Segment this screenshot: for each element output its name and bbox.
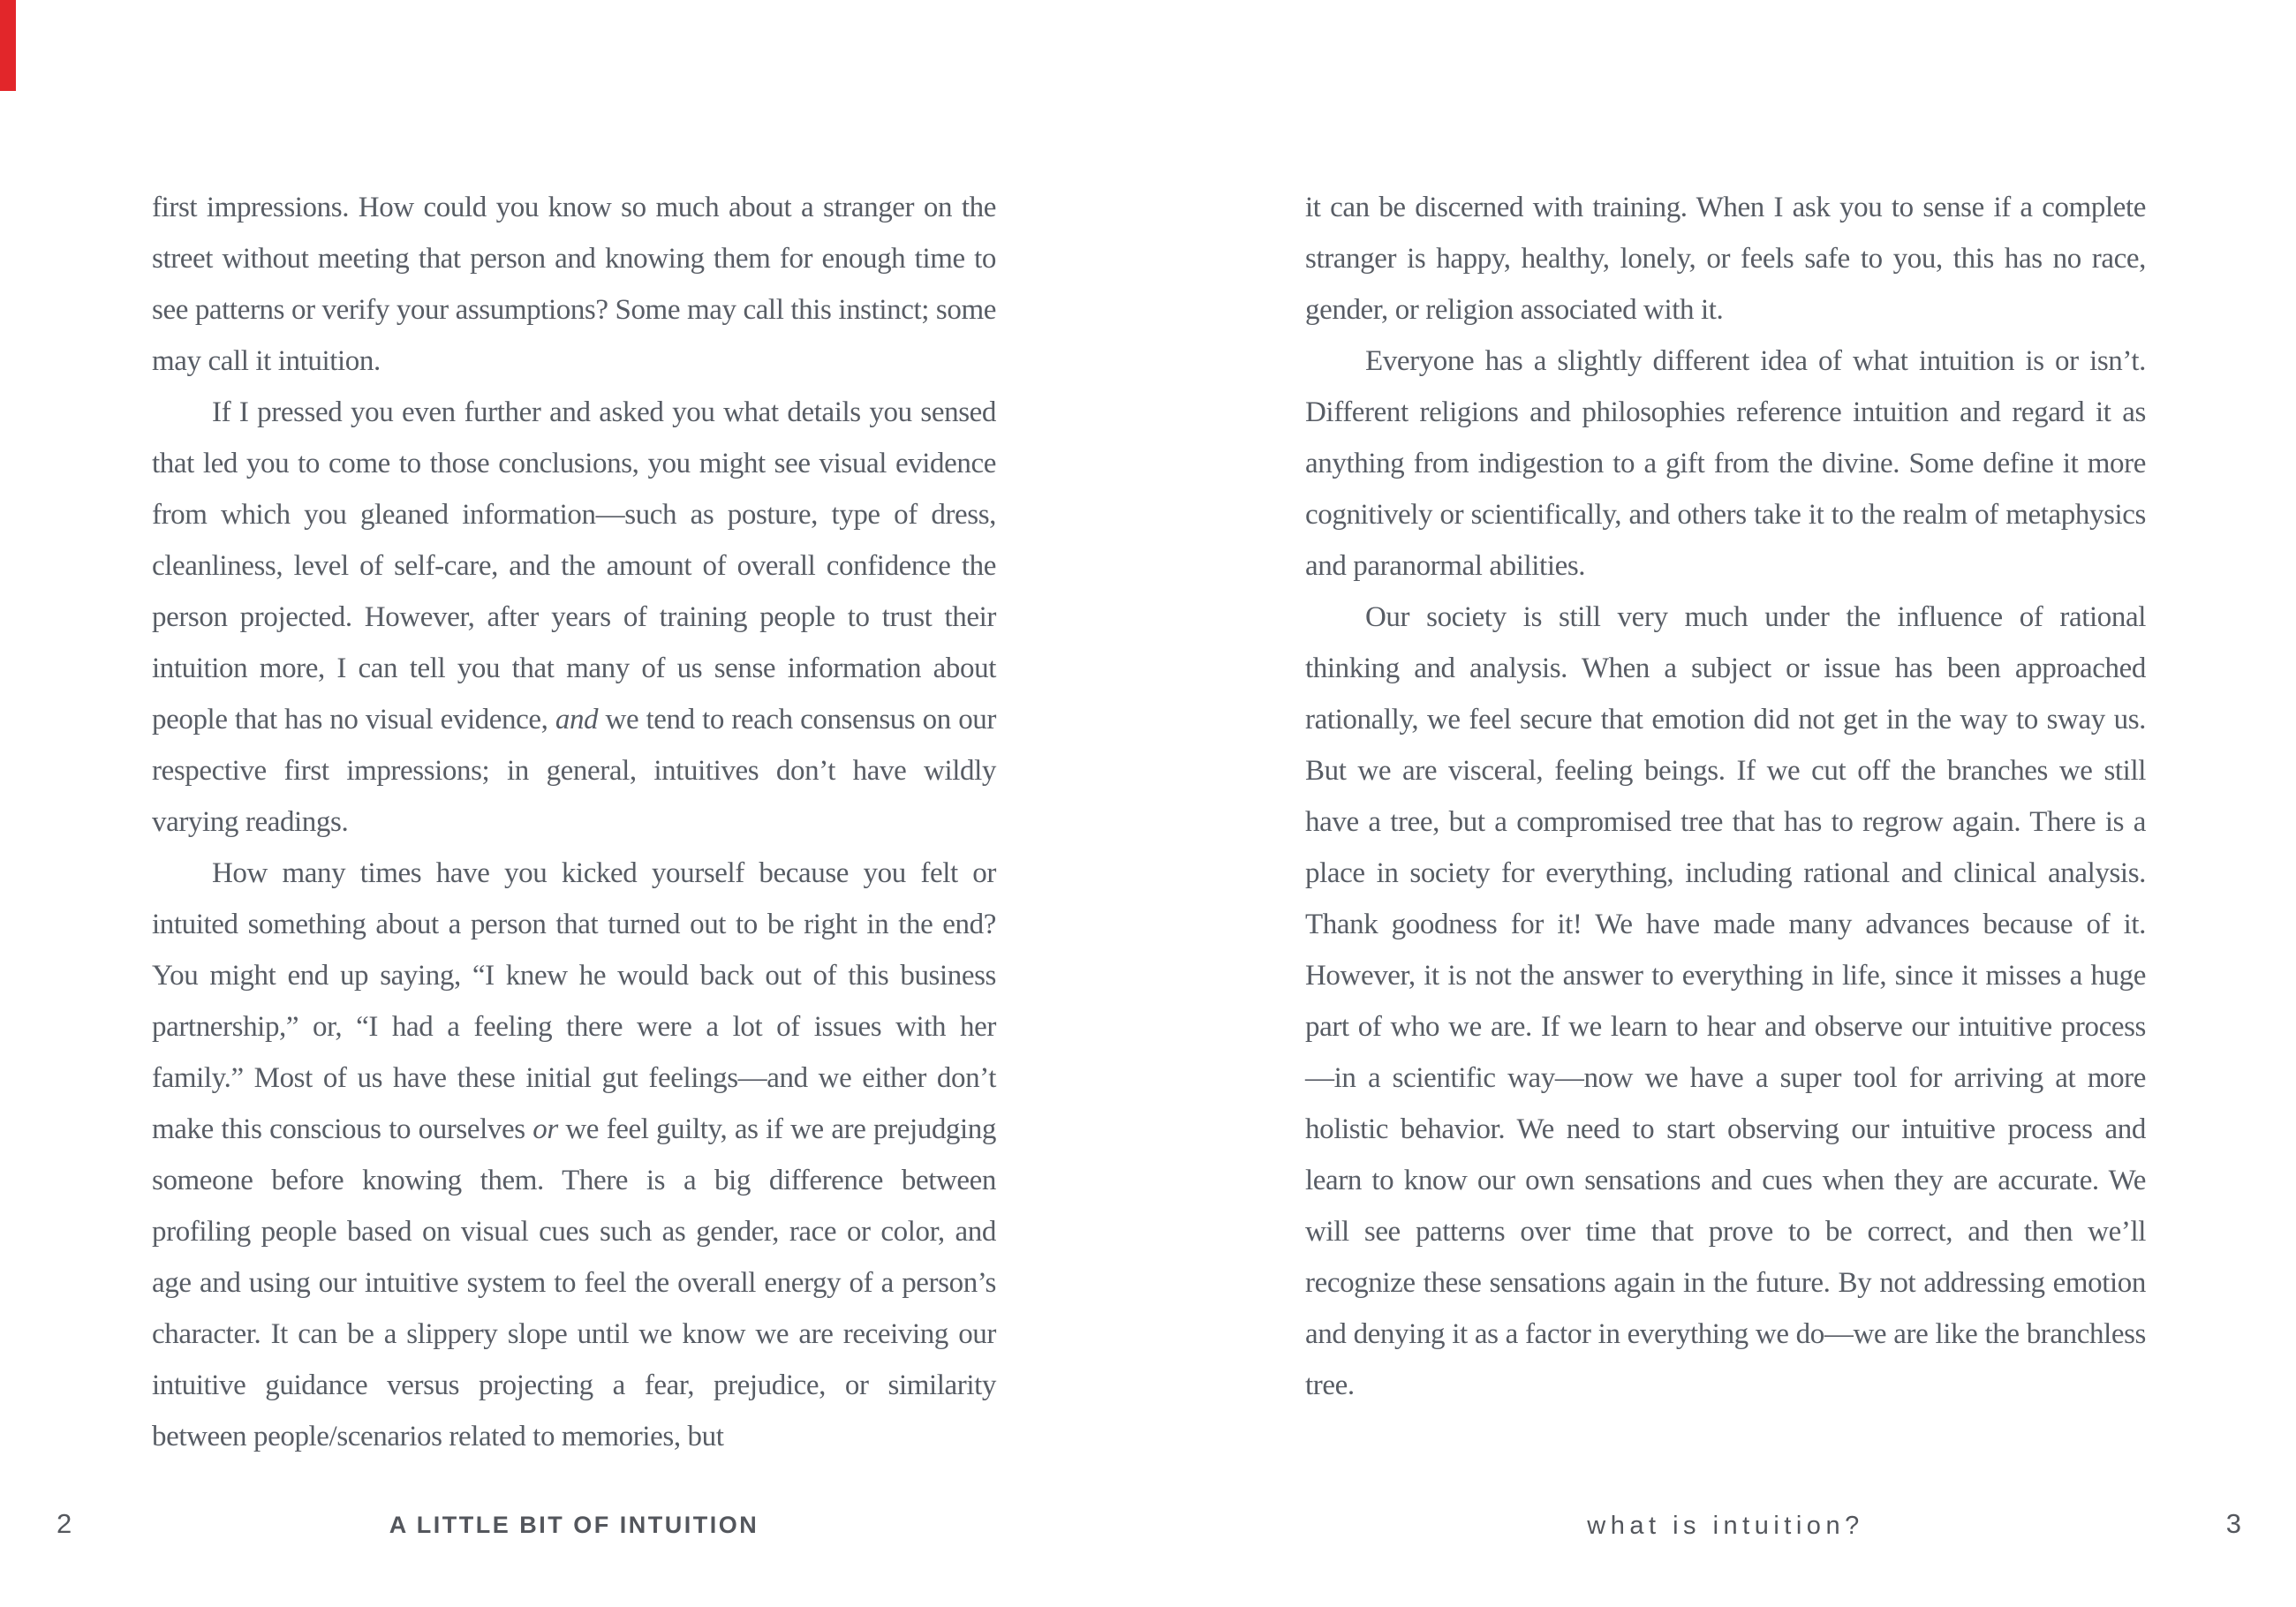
text-run: we tend to reach consensus on our respective first impressions; in general, intuitives don’t have wildly varying readings.: [152, 704, 996, 838]
left-page-body-text: [152, 182, 996, 1462]
text-run: How many times have you kicked yourself because you felt or intuited something about a person that turned out to be right in the end? You might end up saying, “I knew he would back out of this business partnership,” or, “I had a feeling there were a lot of issues with her family.” Most of us have these initial gut feelings—and we either don’t make this conscious to ourselves: [152, 857, 996, 1145]
body-paragraph: [1305, 182, 2146, 336]
right-page-number: 3: [2225, 1508, 2241, 1539]
right-page-body-text: [1305, 182, 2146, 1411]
body-paragraph: [152, 182, 996, 387]
right-running-head: what is intuition?: [1587, 1512, 1864, 1540]
italic-text: and: [555, 704, 599, 736]
body-paragraph: [152, 387, 996, 848]
text-run: we feel guilty, as if we are prejudging someone before knowing them. There is a big difference between profiling people based on visual cues such as gender, race or color, and age and using our intuitive system to feel the overall energy of a person’s character. It can be a slippery slope until we know we are receiving our intuitive guidance versus projecting a fear, prejudice, or similarity between people/scenarios related to memories, but: [152, 1113, 996, 1452]
text-run: Everyone has a slightly different idea of what intuition is or isn’t. Different religions and philosophies reference intuition and regard it as anything from indigestion to a gift from the divine. Some define it more cognitively or scientifically, and others take it to the realm of metaphysics and paranormal abilities.: [1305, 345, 2146, 582]
body-paragraph: [1305, 336, 2146, 592]
text-run: Our society is still very much under the influence of rational thinking and analysis. When a subject or issue has been approached rationally, we feel secure that emotion did not get in the way to sway us. But we are visceral, feeling beings. If we cut off the branches we still have a tree, but a compromised tree that has to regrow again. There is a place in society for everything, including rational and clinical analysis. Thank goodness for it! We have made many advances because of it. However, it is not the answer to everything in life, since it misses a huge part of who we are. If we learn to hear and observe our intuitive process—in a scientific way—now we have a super tool for arriving at more holistic behavior. We need to start observing our intuitive process and learn to know our own sensations and cues when they are accurate. We will see patterns over time that prove to be correct, and then we’ll recognize these sensations again in the future. By not addressing emotion and denying it as a factor in everything we do—we are like the branchless tree.: [1305, 601, 2146, 1401]
bookmark-ribbon: [0, 0, 16, 91]
left-page-number: 2: [57, 1508, 72, 1539]
text-run: it can be discerned with training. When I ask you to sense if a complete stranger is happy, healthy, lonely, or feels safe to you, this has no race, gender, or religion associated with it.: [1305, 192, 2146, 326]
text-run: If I pressed you even further and asked you what details you sensed that led you to come to those conclusions, you might see visual evidence from which you gleaned information—such as posture, type of dress, cleanliness, level of self-care, and the amount of overall confidence the person projected. However, after years of training people to trust their intuition more, I can tell you that many of us sense information about people that has no visual evidence,: [152, 396, 996, 736]
left-running-head: A LITTLE BIT OF INTUITION: [389, 1512, 759, 1538]
italic-text: or: [532, 1113, 558, 1145]
body-paragraph: [1305, 592, 2146, 1411]
body-paragraph: [152, 848, 996, 1462]
text-run: first impressions. How could you know so much about a stranger on the street without meeting that person and knowing them for enough time to see patterns or verify your assumptions? Some may call this instinct; some may call it intuition.: [152, 192, 996, 377]
